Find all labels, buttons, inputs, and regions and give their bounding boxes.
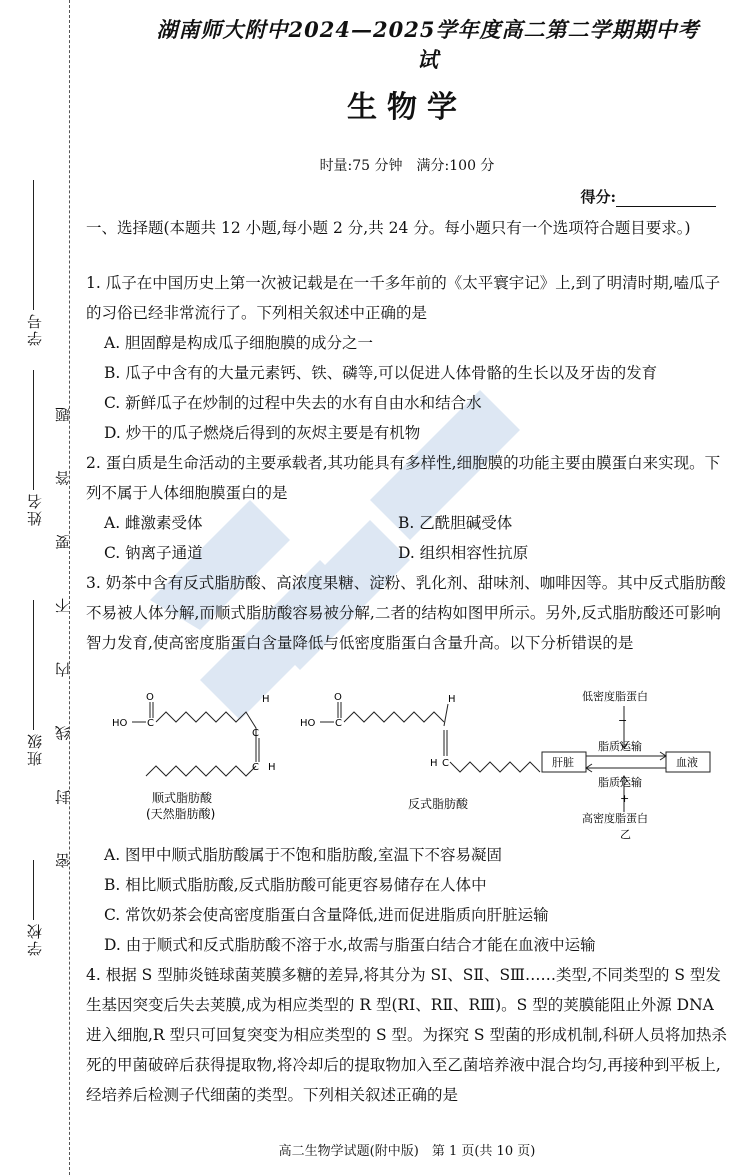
q3-option-c: C. 常饮奶茶会使高密度脂蛋白含量降低,进而促进脂质向肝脏运输 — [104, 906, 549, 924]
exam-title: 湖南师大附中2024—2025学年度高二第二学期期中考试 — [156, 17, 700, 72]
ldl-label: 低密度脂蛋白 — [582, 690, 648, 703]
cis-ho: HO — [112, 718, 128, 729]
class-label: 班级 — [26, 732, 44, 766]
cis-c3: C — [252, 762, 259, 773]
exam-meta: 时量:75 分钟 满分:100 分 — [319, 158, 495, 174]
school-label: 学校 — [26, 922, 44, 956]
q4-stem: 4. 根据 S 型肺炎链球菌荚膜多糖的差异,将其分为 SⅠ、SⅡ、SⅢ……类型,不同类型的 S 型发生基因突变后失去荚膜,成为相应类型的 R 型(RⅠ、RⅡ、RⅢ)。S 型的荚膜能阻止外源 DNA 进入细胞,R 型只可回复突变为相应类型的 S 型。为探究 S 型菌的形成机制,科研人员将加热杀死的甲菌破碎后获得提取物,将冷却后的提取物加入至乙菌培养液中混合均匀,再接种到平板上,经培养后检测子代细菌的类型。下列相关叙述正确的是 — [86, 966, 727, 1104]
cis-h1: H — [262, 694, 270, 705]
trans-h1: H — [448, 694, 456, 705]
liver-box: 肝脏 — [552, 756, 574, 769]
seal-text: 密 封 线 内 不 要 答 题 — [54, 385, 72, 869]
trans-h2: H — [430, 758, 438, 769]
subject-title: 生物学 — [347, 90, 467, 125]
trans-o: O — [334, 692, 342, 703]
name-label: 姓名 — [26, 492, 44, 526]
transport-label-2: 脂质运输 — [598, 776, 642, 789]
blood-box: 血液 — [676, 756, 698, 769]
q3-option-d: D. 由于顺式和反式脂肪酸不溶于水,故需与脂蛋白结合才能在血液中运输 — [104, 936, 596, 954]
q1-option-a: A. 胆固醇是构成瓜子细胞膜的成分之一 — [104, 334, 374, 352]
page-footer: 高二生物学试题(附中版) 第 1 页(共 10 页) — [278, 1144, 536, 1159]
cis-sublabel: (天然脂肪酸) — [146, 807, 216, 821]
q1-option-d: D. 炒干的瓜子燃烧后得到的灰烬主要是有机物 — [104, 424, 421, 442]
id-label: 学号 — [26, 312, 44, 346]
q3-stem: 3. 奶茶中含有反式脂肪酸、高浓度果糖、淀粉、乳化剂、甜味剂、咖啡因等。其中反式脂肪酸不易被人体分解,而顺式脂肪酸容易被分解,二者的结构如图甲所示。另外,反式脂肪酸还可影响智力发育,使高密度脂蛋白含量降低与低密度脂蛋白含量升高。以下分析错误的是 — [86, 574, 726, 652]
q2-option-d: D. 组织相容性抗原 — [398, 544, 529, 562]
q3-option-b: B. 相比顺式脂肪酸,反式脂肪酸可能更容易储存在人体中 — [104, 876, 487, 894]
trans-c2: C — [442, 758, 449, 769]
transport-label-1: 脂质运输 — [598, 740, 642, 753]
score-field — [580, 186, 716, 207]
binding-margin — [0, 0, 80, 1175]
q1-stem: 1. 瓜子在中国历史上第一次被记载是在一千多年前的《太平寰宇记》上,到了明清时期,嗑瓜子的习俗已经非常流行了。下列相关叙述中正确的是 — [86, 274, 721, 322]
q1-option-b: B. 瓜子中含有的大量元素钙、铁、磷等,可以促进人体骨骼的生长以及牙齿的发育 — [104, 364, 658, 382]
trans-ho: HO — [300, 718, 316, 729]
figure-yi-label: 乙 — [620, 828, 631, 840]
cis-o: O — [146, 692, 154, 703]
hdl-plus: + — [620, 792, 630, 805]
q2-option-a: A. 雌激素受体 — [104, 514, 203, 532]
q3-option-a: A. 图甲中顺式脂肪酸属于不饱和脂肪酸,室温下不容易凝固 — [104, 846, 502, 864]
school-underline — [33, 860, 34, 920]
score-blank — [616, 191, 716, 207]
q1-option-c: C. 新鲜瓜子在炒制的过程中失去的水有自由水和结合水 — [104, 394, 482, 412]
trans-label: 反式脂肪酸 — [408, 797, 469, 811]
cis-fatty-acid-structure — [132, 702, 259, 776]
cis-h2: H — [268, 762, 276, 773]
trans-c: C — [335, 718, 342, 729]
q2-option-b: B. 乙酰胆碱受体 — [398, 514, 513, 532]
hdl-label: 高密度脂蛋白 — [582, 812, 648, 825]
cis-c2: C — [252, 728, 259, 739]
score-label: 得分: — [580, 188, 616, 206]
cis-label: 顺式脂肪酸 — [152, 791, 213, 805]
ldl-minus: − — [618, 714, 628, 727]
section-title: 一、选择题(本题共 12 小题,每小题 2 分,共 24 分。每小题只有一个选项符合题目要求。) — [86, 219, 691, 237]
id-underline — [33, 180, 34, 310]
q2-option-c: C. 钠离子通道 — [104, 544, 203, 562]
q3-figure — [108, 690, 728, 840]
q2-stem: 2. 蛋白质是生命活动的主要承载者,其功能具有多样性,细胞膜的功能主要由膜蛋白来实现。下列不属于人体细胞膜蛋白的是 — [86, 454, 721, 502]
name-underline — [33, 370, 34, 490]
cis-c: C — [147, 718, 154, 729]
class-underline — [33, 600, 34, 730]
